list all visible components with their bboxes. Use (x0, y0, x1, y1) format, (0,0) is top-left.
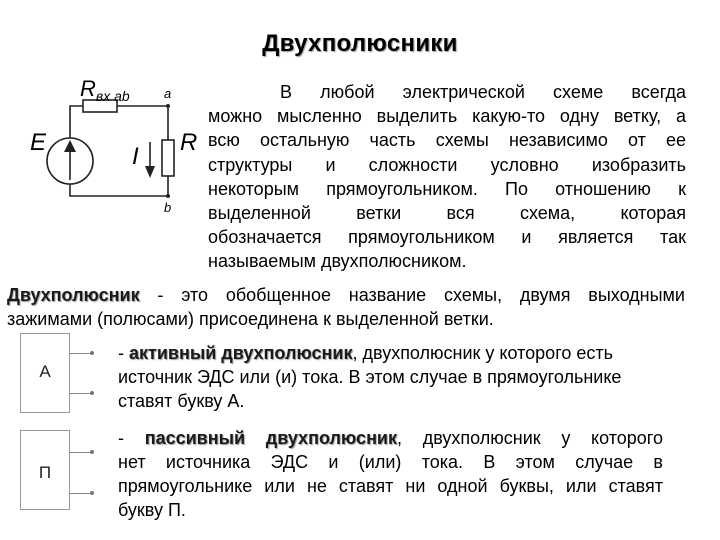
passive-terminal-top (90, 450, 94, 454)
source-label: E (30, 129, 47, 156)
wire-top-left (70, 106, 83, 138)
passive-lead-top (69, 452, 91, 453)
passive-term-1: пассивный (144, 428, 246, 448)
passive-two-port-symbol (20, 430, 100, 510)
active-lead-bottom (69, 393, 91, 394)
intro-line: называемым двухполюсником. (208, 251, 467, 272)
passive-terminal-bottom (90, 491, 94, 495)
active-lead-top (69, 353, 91, 354)
passive-line-1: - пассивный двухполюсник, двухполюсник у которого (118, 428, 663, 448)
intro-line: можно мысленно выделить какую-то одну ветку, а (208, 106, 686, 127)
passive-line-3: прямоугольнике или не ставят ни одной буквы, или ставят (118, 476, 663, 496)
node-b-label: b (164, 200, 172, 215)
definition-term: Двухполюсник (7, 285, 140, 305)
passive-description (118, 426, 663, 522)
circuit-diagram (28, 78, 203, 218)
intro-line: структуры и сложности условно изобразить (208, 154, 686, 175)
load-resistor-label: R (180, 129, 198, 156)
intro-line: некоторым прямоугольником. По отношению к (208, 178, 686, 199)
intro-line: В любой электрической схеме всегда (280, 82, 686, 102)
active-line-1: - активный двухполюсник, двухполюсник у которого есть (118, 343, 614, 363)
definition-line-1 (7, 283, 685, 307)
active-line-3: ставят букву А. (118, 391, 245, 411)
active-terminal-bottom (90, 391, 94, 395)
intro-line: выделенной ветки вся схема, которая (208, 202, 686, 223)
current-arrow-head (145, 166, 155, 178)
definition-line-2: зажимами (полюсами) присоединена к выделенной ветки. (7, 309, 494, 329)
active-line-2: источник ЭДС или (и) тока. В этом случае в прямоугольнике (118, 367, 622, 387)
definition-text: - это обобщенное название схемы, двумя выходными (139, 285, 685, 305)
wire-bottom (70, 184, 168, 196)
active-description (118, 341, 663, 413)
node-a-label: a (164, 86, 172, 101)
active-box-letter: А (39, 362, 51, 381)
load-resistor (162, 140, 174, 176)
definition-paragraph (7, 283, 685, 331)
intro-line: обозначается прямоугольником и является так (208, 227, 686, 248)
passive-line-2: нет источника ЭДС и (или) тока. В этом случае в (118, 452, 663, 472)
passive-line-4: букву П. (118, 500, 186, 520)
active-box (20, 333, 70, 413)
active-terminal-top (90, 351, 94, 355)
slide-title: Двухполюсники (262, 30, 458, 57)
active-term: активный двухполюсник (129, 343, 353, 363)
intro-paragraph (208, 80, 686, 274)
intro-line: всю остальную часть схемы независимо от ее (208, 130, 686, 151)
passive-lead-bottom (69, 493, 91, 494)
active-two-port-symbol (20, 333, 100, 413)
current-label: I (132, 143, 139, 170)
passive-box (20, 430, 70, 510)
passive-term-2: двухполюсник (265, 428, 398, 448)
passive-box-letter: П (38, 463, 52, 482)
input-resistor-label: $R_{вх ab}$ (80, 78, 130, 104)
